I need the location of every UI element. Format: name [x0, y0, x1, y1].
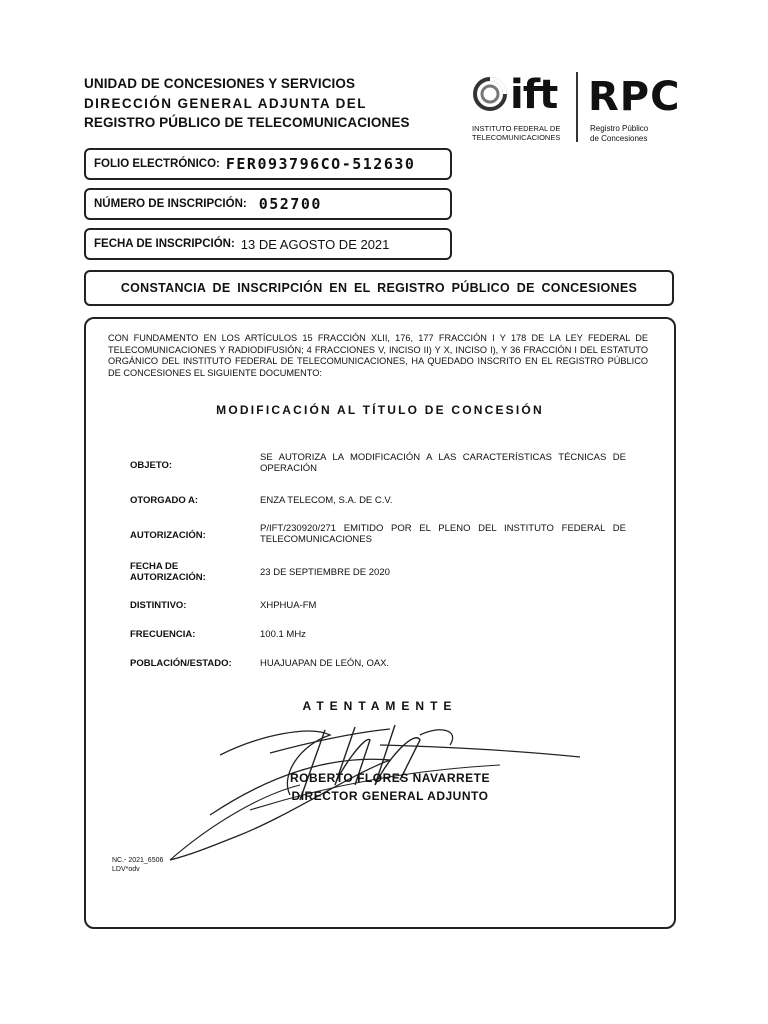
row-value-otorgado: ENZA TELECOM, S.A. DE C.V.	[260, 495, 393, 506]
folio-label: FOLIO ELECTRÓNICO:	[94, 158, 220, 170]
document-title: MODIFICACIÓN AL TÍTULO DE CONCESIÓN	[216, 403, 544, 417]
row-value-autorizacion: P/IFT/230920/271 EMITIDO POR EL PLENO DEL INSTITUTO FEDERAL DE TELECOMUNICACIONES	[260, 523, 626, 545]
footer-ref-line2: LDV*odv	[112, 866, 140, 873]
row-label-objeto: OBJETO:	[130, 460, 173, 471]
row-label-autorizacion: AUTORIZACIÓN:	[130, 530, 206, 541]
numero-label: NÚMERO DE INSCRIPCIÓN:	[94, 198, 247, 210]
rpc-logo-subtitle: Registro Público de Concesiones	[590, 124, 649, 143]
header-direction: DIRECCIÓN GENERAL ADJUNTA DEL	[84, 96, 367, 111]
folio-box	[84, 148, 452, 180]
constancia-title: CONSTANCIA DE INSCRIPCIÓN EN EL REGISTRO PÚBLICO DE CONCESIONES	[120, 281, 638, 295]
fecha-box	[84, 228, 452, 260]
numero-box	[84, 188, 452, 220]
row-label-fecha-autorizacion: FECHA DE AUTORIZACIÓN:	[130, 561, 206, 583]
row-value-distintivo: XHPHUA-FM	[260, 600, 317, 611]
logo-divider	[576, 72, 578, 142]
row-label-distintivo: DISTINTIVO:	[130, 600, 187, 611]
row-label-otorgado: OTORGADO A:	[130, 495, 199, 506]
row-value-fecha-autorizacion: 23 DE SEPTIEMBRE DE 2020	[260, 567, 390, 578]
signer-name: ROBERTO FLORES NAVARRETE	[289, 771, 490, 785]
footer-reference	[112, 856, 163, 874]
row-value-frecuencia: 100.1 MHz	[260, 629, 306, 640]
signer-title: DIRECTOR GENERAL ADJUNTO	[291, 789, 489, 803]
rpc-logo-text: RPC	[588, 74, 681, 120]
ift-logo-text: ift	[510, 72, 558, 118]
signer-block	[240, 769, 540, 805]
header-unit: UNIDAD DE CONCESIONES Y SERVICIOS	[84, 76, 356, 91]
folio-value: FER093796CO-512630	[225, 155, 416, 173]
numero-value: 052700	[258, 195, 322, 213]
footer-ref-line1: NC.- 2021_6506	[112, 857, 164, 864]
intro-paragraph: CON FUNDAMENTO EN LOS ARTÍCULOS 15 FRACCIÓN XLII, 176, 177 FRACCIÓN I Y 178 DE LA LEY FEDERAL DE TELECOMUNICACIONES Y RADIODIFUSIÓN; 4 FRACCIONES V, INCISO II) Y X, INCISO I), Y 36 FRACCIÓN I DEL ESTATUTO ORGÁNICO DEL INSTITUTO FEDERAL DE TELECOMUNICACIONES, HA QUEDADO INSCRITO EN EL REGISTRO PÚBLICO DE CONCESIONES EL SIGUIENTE DOCUMENTO:	[108, 333, 648, 378]
closing-text: ATENTAMENTE	[302, 699, 458, 713]
header-registry: REGISTRO PÚBLICO DE TELECOMUNICACIONES	[84, 115, 410, 130]
fecha-value: 13 DE AGOSTO DE 2021	[240, 236, 390, 252]
ift-logo-icon	[470, 74, 510, 114]
row-value-poblacion: HUAJUAPAN DE LEÓN, OAX.	[260, 658, 390, 669]
row-value-objeto: SE AUTORIZA LA MODIFICACIÓN A LAS CARACTERÍSTICAS TÉCNICAS DE OPERACIÓN	[260, 452, 626, 474]
fecha-label: FECHA DE INSCRIPCIÓN:	[94, 238, 235, 250]
ift-logo-subtitle: INSTITUTO FEDERAL DE TELECOMUNICACIONES	[472, 124, 561, 142]
row-label-poblacion: POBLACIÓN/ESTADO:	[130, 658, 232, 669]
row-label-frecuencia: FRECUENCIA:	[130, 629, 196, 640]
constancia-title-box	[84, 270, 674, 306]
